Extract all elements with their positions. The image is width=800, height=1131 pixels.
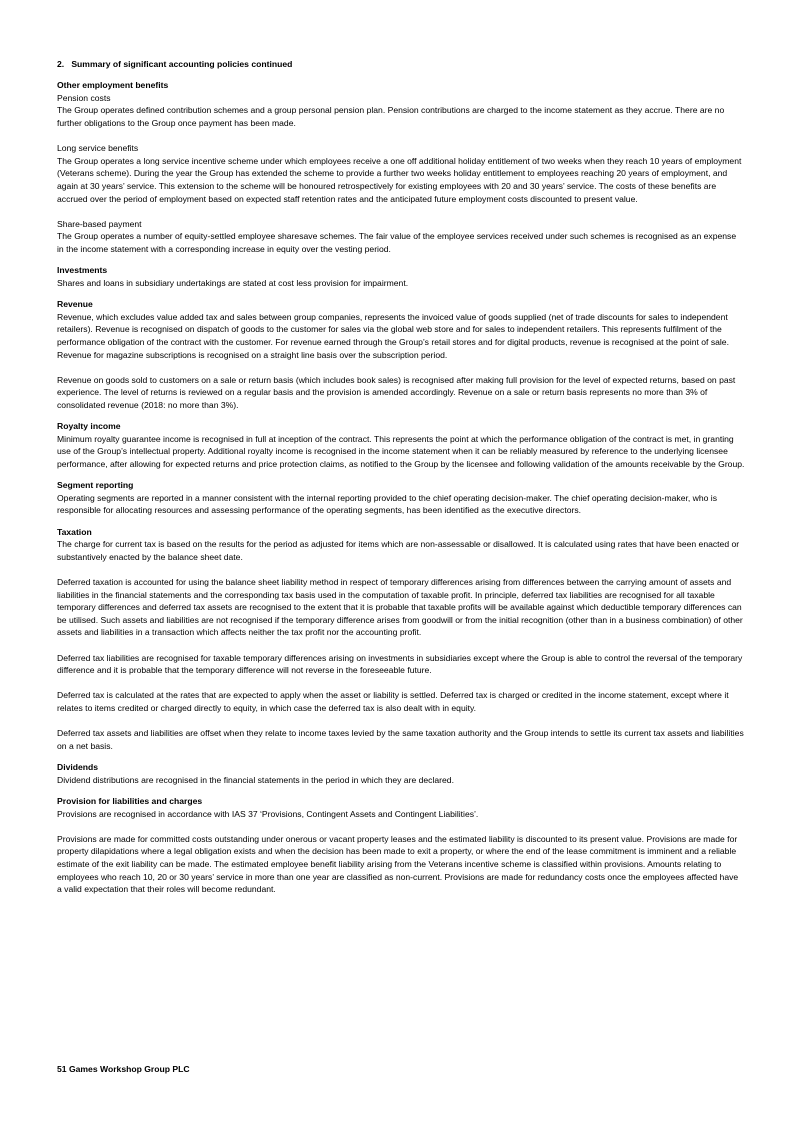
- segment-reporting-text: Operating segments are reported in a manner consistent with the internal reporting provided to the chief operating decision-maker. The chief operating decision-maker, who is responsible for allocating resources and assessing performance of the operating segments, has been identified as the executive directors.: [57, 492, 718, 516]
- long-service-subheading: Long service benefits: [57, 143, 139, 154]
- taxation-paragraph-2: Deferred taxation is accounted for using the balance sheet liability method in respect of temporary differences arising from differences between the carrying amount of assets and liabilities in the financial statements and the corresponding tax basis used in the computation of taxable profit. In principle, deferred tax liabilities are recognised for all taxable temporary differences and deferred tax assets are recognised to the extent that it is probable that taxable profits will be available against which deductible temporary differences can be utilised. Such assets and liabilities are not recognised if the temporary difference arises from goodwill or from the initial recognition (other than in a business combination) of other assets and liabilities in a transaction which affects neither the tax profit nor the accounting profit.: [57, 577, 743, 638]
- segment-reporting-section: [57, 479, 745, 517]
- page-footer: 51 Games Workshop Group PLC: [57, 1064, 190, 1074]
- segment-reporting-heading: Segment reporting: [57, 480, 134, 491]
- dividends-text: Dividend distributions are recognised in the financial statements in the period in which they are declared.: [57, 774, 454, 785]
- taxation-paragraph-1: The charge for current tax is based on the results for the period as adjusted for items which are non-assessable or disallowed. It is calculated using rates that have been enacted or substantively enacted by the balance sheet date.: [57, 539, 740, 562]
- other-employment-benefits-section: [57, 79, 745, 255]
- revenue-paragraph-2: Revenue on goods sold to customers on a sale or return basis (which includes book sales) is recognised after making full provision for the level of expected returns, based on past experience. The level of returns is reviewed on a regular basis and the provision is amended accordingly. Revenue on a sale or return basis represents no more than 3% of consolidated revenue (2018: no more than 3%).: [57, 374, 736, 410]
- section-heading: 2. Summary of significant accounting policies continued: [57, 59, 293, 69]
- investments-section: [57, 264, 745, 289]
- share-based-payment-subheading: Share-based payment: [57, 218, 142, 229]
- pension-costs-subheading: Pension costs: [57, 92, 111, 103]
- provisions-paragraph-2: Provisions are made for committed costs outstanding under onerous or vacant property leases and the estimated liability is discounted to its present value. Provisions are made for property dilapidations where a legal obligation exists and when the decision has been made to exit a property, or where the end of the lease commitment is imminent and a reliable estimate of the exit liability can be made. The estimated employee benefit liability arising from the Veterans incentive scheme is classified within provisions. Amounts relating to employees who reach 10, 20 or 30 years’ service in more than one year are classified as non-current. Provisions are made for redundancy costs once the employees affected have a valid expectation that their roles will become redundant.: [57, 833, 739, 895]
- provisions-heading: Provision for liabilities and charges: [57, 795, 203, 806]
- provisions-section: [57, 795, 745, 896]
- revenue-section: [57, 298, 745, 411]
- provisions-paragraph-1: Provisions are recognised in accordance with IAS 37 ‘Provisions, Contingent Assets and Contingent Liabilities’.: [57, 808, 479, 819]
- taxation-paragraph-4: Deferred tax is calculated at the rates that are expected to apply when the asset or liability is settled. Deferred tax is charged or credited in the income statement, except where it relates to items credited or charged directly to equity, in which case the deferred tax is also dealt with in equity.: [57, 690, 729, 714]
- revenue-paragraph-1: Revenue, which excludes value added tax and sales between group companies, represents the invoiced value of goods supplied (net of trade discounts for sales to independent retailers). Revenue is recognised on dispatch of goods to the customer for sales via the global web store and for sales to independent retailers. This represents fulfilment of the performance obligation of the contract with the customer. For revenue earned through the Group’s retail stores and for digital products, revenue is recognised at the point of sale. Revenue for magazine subscriptions is recognised on a straight line basis over the subscription period.: [57, 311, 729, 360]
- other-employment-benefits-heading: Other employment benefits: [57, 80, 169, 91]
- dividends-section: [57, 761, 745, 786]
- taxation-paragraph-5: Deferred tax assets and liabilities are offset when they relate to income taxes levied by the same taxation authority and the Group intends to settle its current tax assets and liabilities on a net basis.: [57, 728, 744, 751]
- dividends-heading: Dividends: [57, 762, 99, 773]
- document-page: [57, 58, 745, 896]
- taxation-section: [57, 526, 745, 753]
- investments-heading: Investments: [57, 265, 108, 276]
- share-based-payment-text: The Group operates a number of equity-settled employee sharesave schemes. The fair value of the employee services received under such schemes is recognised as an expense in the income statement with a corresponding increase in equity over the vesting period.: [57, 231, 737, 254]
- royalty-income-text: Minimum royalty guarantee income is recognised in full at inception of the contract. This represents the point at which the performance obligation of the contract is met, in granting use of the Group’s intellectual property. Additional royalty income is recognised in the income statement when it can be reliably measured by reference to the underlying licensee performance, after allowing for expected returns and price protection claims, as notified to the Group by the licensee and following validation of the amounts receivable by the Group.: [57, 433, 745, 469]
- taxation-heading: Taxation: [57, 526, 92, 537]
- long-service-text: The Group operates a long service incentive scheme under which employees receive a one off additional holiday entitlement of two weeks when they reach 10 years of employment (Veterans scheme). During the year the Group has extended the scheme to provide a further two weeks holiday entitlement to employees reaching 20 years of employment, and again at 30 years’ service. This extension to the scheme will be honoured retrospectively for existing employees with 20 and 30 years’ service. The costs of these benefits are accrued over the period of employment based on expected staff retention rates and the anticipated future employment costs discounted to present value.: [57, 155, 742, 204]
- revenue-heading: Revenue: [57, 299, 93, 310]
- royalty-income-section: [57, 420, 745, 470]
- taxation-paragraph-3: Deferred tax liabilities are recognised for taxable temporary differences arising on investments in subsidiaries except where the Group is able to control the reversal of the temporary difference and it is probable that the temporary difference will not reverse in the foreseeable future.: [57, 652, 743, 676]
- pension-costs-text: The Group operates defined contribution schemes and a group personal pension plan. Pension contributions are charged to the income statement as they accrue. There are no further obligations to the Group once payment has been made.: [57, 105, 725, 129]
- investments-text: Shares and loans in subsidiary undertakings are stated at cost less provision for impairment.: [57, 277, 409, 288]
- royalty-income-heading: Royalty income: [57, 421, 121, 432]
